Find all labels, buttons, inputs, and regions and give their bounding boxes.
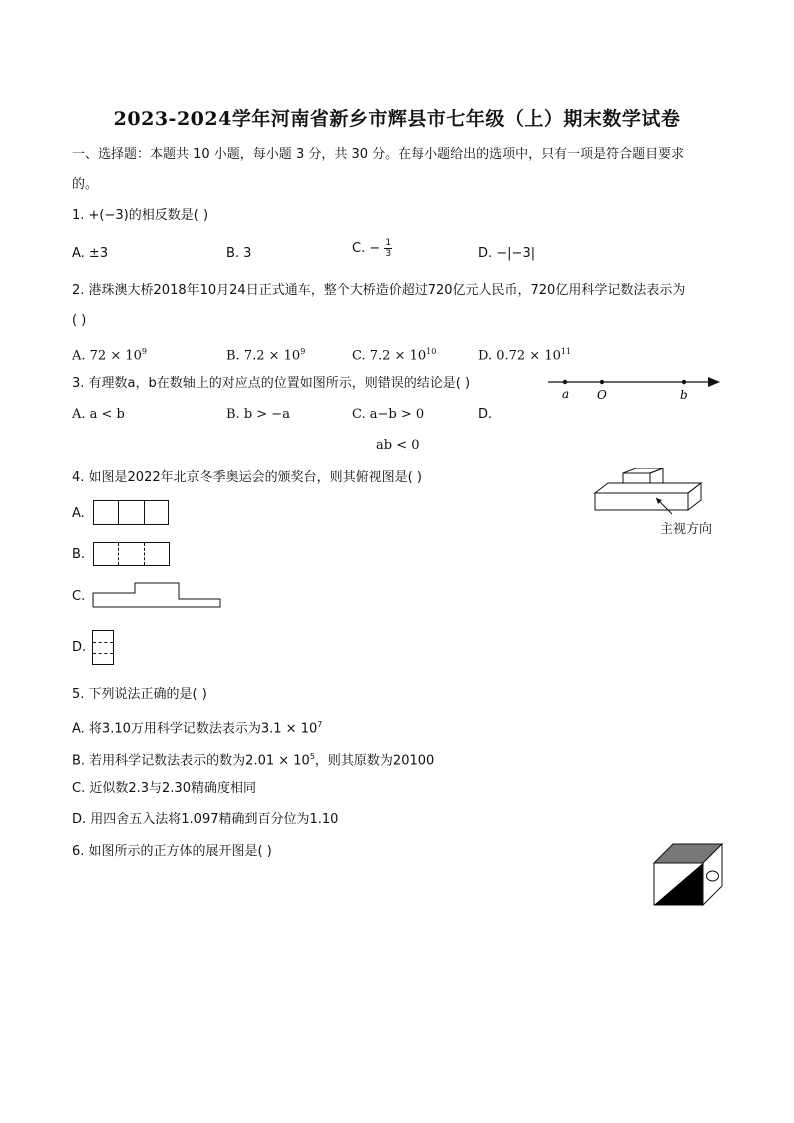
- cube-right-face-circle: [707, 871, 719, 881]
- number-line-label-b: b: [680, 388, 688, 402]
- q4-option-b[interactable]: B.: [72, 547, 86, 562]
- q5-option-a-text: A. 将3.10万用科学记数法表示为3.1 × 10: [72, 721, 318, 737]
- q3-option-a[interactable]: A. a < b: [72, 407, 125, 422]
- q5-option-a[interactable]: [72, 717, 322, 737]
- q2-option-c[interactable]: [352, 344, 436, 364]
- q1-option-c-denominator: 3: [385, 249, 392, 259]
- number-line-point-b: [682, 380, 686, 384]
- q5-stem: 5. 下列说法正确的是( ): [72, 687, 207, 702]
- number-line-arrow: [708, 377, 720, 387]
- q2-option-a-exp: 9: [141, 347, 147, 356]
- podium-figure: [590, 468, 730, 528]
- solid-divider: [144, 501, 145, 524]
- number-line-point-a: [563, 380, 567, 384]
- q2-option-a[interactable]: [72, 344, 147, 364]
- dashed-divider: [144, 543, 145, 565]
- q5-option-d[interactable]: D. 用四舍五入法将1.097精确到百分位为1.10: [72, 812, 339, 827]
- q2-option-b[interactable]: [226, 344, 305, 364]
- solid-divider: [118, 501, 119, 524]
- number-line-point-o: [600, 380, 604, 384]
- page-title: 2023-2024学年河南省新乡市辉县市七年级（上）期末数学试卷: [113, 108, 681, 130]
- q2-option-a-base: A. 72 × 10: [72, 348, 142, 364]
- q5-option-b-exp: 5: [309, 752, 315, 761]
- q2-option-d-base: D. 0.72 × 10: [478, 348, 561, 364]
- number-line-figure: [544, 370, 724, 404]
- q3-option-c[interactable]: C. a−b > 0: [352, 407, 425, 422]
- q4-option-c[interactable]: C.: [72, 589, 86, 604]
- q2-option-d[interactable]: [478, 344, 571, 364]
- q1-stem: 1. +(−3)的相反数是( ): [72, 208, 209, 223]
- q1-option-b[interactable]: B. 3: [226, 246, 252, 261]
- dashed-divider: [93, 642, 113, 643]
- q1-option-c[interactable]: [352, 238, 392, 259]
- number-line-label-a: a: [562, 387, 570, 401]
- section-instruction-line1: 一、选择题：本题共 10 小题，每小题 3 分，共 30 分。在每小题给出的选项中，只有一项是符合题目要求: [72, 147, 685, 162]
- q4-option-b-figure: [93, 542, 170, 566]
- q4-option-a[interactable]: A.: [72, 506, 85, 521]
- q2-option-d-exp: 11: [560, 347, 572, 356]
- q5-option-c[interactable]: C. 近似数2.3与2.30精确度相同: [72, 781, 256, 796]
- cube-figure: [650, 842, 726, 908]
- q1-option-c-fraction: [384, 238, 392, 259]
- q5-option-b-text: B. 若用科学记数法表示的数为2.01 × 10: [72, 753, 310, 769]
- q3-option-d-value: ab < 0: [376, 438, 420, 453]
- q1-option-c-numerator: 1: [385, 238, 392, 248]
- q4-option-d-figure: [92, 630, 114, 665]
- q2-option-b-exp: 9: [300, 347, 306, 356]
- q4-option-a-figure: [93, 500, 169, 525]
- q3-stem: 3. 有理数a，b在数轴上的对应点的位置如图所示，则错误的结论是( ): [72, 376, 471, 391]
- q5-option-b[interactable]: [72, 749, 434, 769]
- q1-option-d[interactable]: D. −|−3|: [478, 246, 536, 261]
- q5-option-a-exp: 7: [317, 720, 323, 729]
- q2-option-b-base: B. 7.2 × 10: [226, 348, 301, 364]
- q3-option-b[interactable]: B. b > −a: [226, 407, 290, 422]
- q2-paren: ( ): [72, 313, 87, 328]
- number-line-label-o: O: [597, 388, 607, 402]
- q2-stem: 2. 港珠澳大桥2018年10月24日正式通车，整个大桥造价超过720亿元人民币，720亿用科学记数法表示为: [72, 283, 686, 298]
- dashed-divider: [118, 543, 119, 565]
- q3-option-d[interactable]: D.: [478, 407, 493, 422]
- podium-caption: 主视方向: [660, 522, 713, 537]
- q4-option-d[interactable]: D.: [72, 640, 87, 655]
- q4-stem: 4. 如图是2022年北京冬季奥运会的颁奖台，则其俯视图是( ): [72, 470, 422, 485]
- q2-option-c-base: C. 7.2 × 10: [352, 348, 427, 364]
- section-instruction-line2: 的。: [72, 177, 99, 192]
- q4-option-c-figure: [92, 581, 222, 609]
- dashed-divider: [93, 653, 113, 654]
- q6-stem: 6. 如图所示的正方体的展开图是( ): [72, 844, 272, 859]
- q5-option-b-tail: ，则其原数为20100: [314, 753, 435, 769]
- q1-option-c-prefix: C. −: [352, 240, 381, 256]
- q1-option-a[interactable]: A. ±3: [72, 246, 109, 261]
- q2-option-c-exp: 10: [426, 347, 437, 356]
